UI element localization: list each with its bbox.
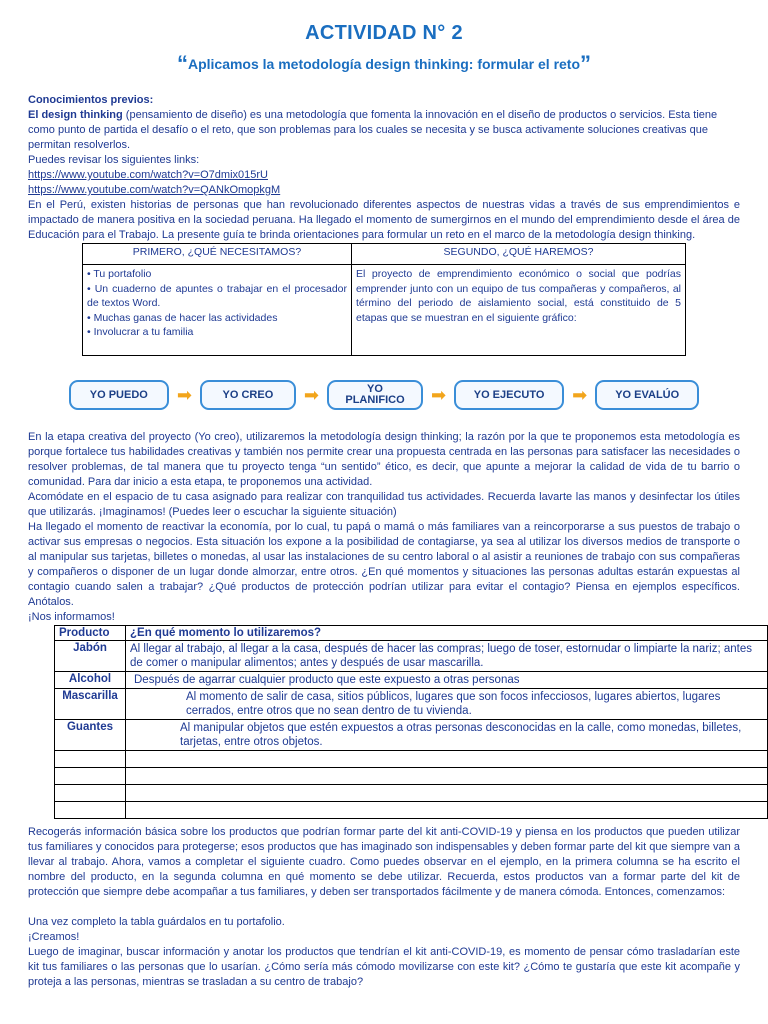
- arrow-right-icon: ➡: [303, 385, 319, 405]
- needs-table: [82, 243, 686, 356]
- table-row: [55, 672, 768, 689]
- stage-yo-ejecuto: YO EJECUTO: [454, 380, 564, 410]
- needs-item: • Tu portafolio: [87, 268, 152, 280]
- close-quote: ”: [580, 51, 592, 76]
- product-cell: Guantes: [55, 720, 126, 751]
- closing-paragraph-1: Recogerás información básica sobre los productos que podrían formar parte del kit anti-COVID-19 y piensa en los productos que pueden utilizar tus familiares y conocidos para protegerse; esos productos que has imaginado son indispensables y deben formar parte del kit que siempre van a llevar al trabajo. Ahora, vamos a completar el siguiente cuadro. Como puedes observar en el ejemplo, en la primera columna se ha escrito el nombre del producto, en la segunda columna en qué momento se debe utilizar. Recuerda, estos productos van a formar parte del kit de protección que siempre debe acompañar a tus familiares, y deben ser transportados fácilmente y de manera cómoda. Entonces, comenzamos:: [28, 826, 740, 898]
- moment-cell: Al manipular objetos que estén expuestos a otras personas desconocidas en la calle, como monedas, billetes, tarjetas, entre otros objetos.: [126, 720, 768, 751]
- table-row: [55, 689, 768, 720]
- product-cell: Alcohol: [55, 672, 126, 689]
- empty-cell[interactable]: [126, 751, 768, 768]
- page-subtitle: [28, 51, 740, 77]
- closing-section: [28, 825, 740, 990]
- empty-cell[interactable]: [126, 802, 768, 819]
- stage-planifico-line2: PLANIFICO: [345, 394, 405, 406]
- closing-paragraph-4: Luego de imaginar, buscar información y anotar los productos que tendrían el kit anti-COVID-19, es momento de pensar cómo trasladarían este kit tus familiares o las personas que lo usarían. ¿Cómo sería más cómodo movilizarse con este kit? ¿Cómo te gustaría que este kit acompañe y proteja a las personas, mientras se trasladan a su centro de trabajo?: [28, 946, 740, 988]
- product-cell: Jabón: [55, 641, 126, 672]
- table-row: [55, 641, 768, 672]
- page-title: ACTIVIDAD N° 2: [305, 22, 463, 44]
- stage-yo-creo: YO CREO: [200, 380, 296, 410]
- needs-cell: [83, 265, 352, 356]
- intro-definition-text: (pensamiento de diseño) es una metodología que fomenta la innovación en el diseño de productos o servicios. Esta tiene como punto de partida el desafío o el reto, que son problemas para los cuales se necesita y se busca activamente soluciones creativas que permitan resolverlos.: [28, 109, 718, 151]
- links-intro: Puedes revisar los siguientes links:: [28, 154, 200, 166]
- body-paragraph-3: Ha llegado el momento de reactivar la economía, por lo cual, tu papá o mamá o más familiares van a reincorporarse a sus puestos de trabajo o activar sus empresas o negocios. Esta situación los expone a la posibilidad de contagiarse, ya sea al utilizar los diversos medios de transporte o al manipular sus tarjetas, billetes o monedas, al usar las instalaciones de su centro laboral o al asistir a reuniones de trabajo con sus compañeras y compañeros o disponer de un lugar donde almorzar, entre otros. ¿En qué momentos y situaciones las personas adultas estarán expuestas al contagio cuando salen a trabajar? ¿Qué productos de protección podrían utilizar para evitar el contagio? Piensa en ejemplos específicos. Anótalos.: [28, 521, 740, 608]
- body-paragraph-4: ¡Nos informamos!: [28, 611, 115, 623]
- body-paragraph-1: En la etapa creativa del proyecto (Yo creo), utilizaremos la metodología design thinking; la razón por la que te proponemos esta metodología es porque fortalece tus habilidades creativas y también nos permite crear una propuesta centrada en las personas para satisfacer las necesidades o resolver problemas, de tal manera que tu proyecto tenga “un sentido” ético, es decir, que apunte a mejorar la calidad de vida de tu barrio o comunidad. Para dar inicio a esta etapa, te proponemos una actividad.: [28, 431, 740, 488]
- intro-paragraph: En el Perú, existen historias de personas que han revolucionado diferentes aspectos de nuestras vidas a través de sus emprendimientos e impactado de manera positiva en la sociedad peruana. Ha llegado el momento de sumergirnos en el mundo del emprendimiento desde el área de Educación para el Trabajo. La presente guía te brinda orientaciones para formular un reto en el marco de la metodología design thinking.: [28, 199, 740, 241]
- intro-term: El design thinking: [28, 109, 123, 121]
- stages-diagram: [28, 380, 740, 410]
- empty-table-row[interactable]: [55, 768, 768, 785]
- empty-cell[interactable]: [126, 768, 768, 785]
- moment-cell: Al llegar al trabajo, al llegar a la casa, después de hacer las compras; luego de toser, estornudar o limpiarte la nariz; antes de comer o manipular alimentos; antes y después de usar mascarilla.: [126, 641, 768, 672]
- arrow-right-icon: ➡: [431, 385, 447, 405]
- youtube-link-1[interactable]: https://www.youtube.com/watch?v=O7dmix015rU: [28, 169, 268, 181]
- body-paragraph-2: Acomódate en el espacio de tu casa asignado para realizar con tranquilidad tus actividades. Recuerda lavarte las manos y desinfectar los útiles que utilizarás. ¡Imaginamos! (Puedes leer o escuchar la siguiente situación): [28, 491, 740, 518]
- empty-cell[interactable]: [126, 785, 768, 802]
- open-quote: “: [176, 51, 188, 76]
- product-cell: Mascarilla: [55, 689, 126, 720]
- closing-paragraph-2: Una vez completo la tabla guárdalos en tu portafolio.: [28, 916, 285, 928]
- plan-header: SEGUNDO, ¿QUÉ HAREMOS?: [352, 244, 686, 265]
- products-table: [54, 625, 768, 819]
- intro-heading: Conocimientos previos:: [28, 94, 154, 106]
- moment-cell: Al momento de salir de casa, sitios públicos, lugares que son focos infecciosos, lugares abiertos, lugares cerrados, entre otros que no sean dentro de tu vivienda.: [126, 689, 768, 720]
- intro-section: [28, 93, 740, 243]
- arrow-right-icon: ➡: [176, 385, 192, 405]
- empty-cell[interactable]: [55, 751, 126, 768]
- stage-yo-puedo: YO PUEDO: [69, 380, 169, 410]
- needs-item: • Muchas ganas de hacer las actividades: [87, 311, 278, 324]
- needs-header: PRIMERO, ¿QUÉ NECESITAMOS?: [83, 244, 352, 265]
- empty-table-row[interactable]: [55, 785, 768, 802]
- empty-table-row[interactable]: [55, 802, 768, 819]
- arrow-right-icon: ➡: [572, 385, 588, 405]
- closing-paragraph-3: ¡Creamos!: [28, 931, 80, 943]
- stage-planifico-line1: YO: [367, 383, 383, 395]
- empty-cell[interactable]: [55, 802, 126, 819]
- stage-yo-planifico: [327, 380, 423, 410]
- empty-cell[interactable]: [55, 785, 126, 802]
- product-column-header: Producto: [55, 626, 126, 641]
- needs-item: • Involucrar a tu familia: [87, 326, 194, 338]
- youtube-link-2[interactable]: https://www.youtube.com/watch?v=QANkOmopkgM: [28, 184, 281, 196]
- needs-item: • Un cuaderno de apuntes o trabajar en el procesador de textos Word.: [87, 282, 347, 309]
- stage-yo-evaluo: YO EVALÚO: [595, 380, 699, 410]
- table-row: [55, 720, 768, 751]
- intro-definition: [28, 108, 740, 153]
- empty-table-row[interactable]: [55, 751, 768, 768]
- moment-column-header: ¿En qué momento lo utilizaremos?: [126, 626, 768, 641]
- moment-cell: Después de agarrar cualquier producto que este expuesto a otras personas: [126, 672, 768, 689]
- empty-cell[interactable]: [55, 768, 126, 785]
- subtitle-text: Aplicamos la metodología design thinking: formular el reto: [187, 56, 581, 72]
- plan-cell: El proyecto de emprendimiento económico o social que podrías emprender junto con un equipo de tus compañeras y compañeros, al término del periodo de aislamiento social, está constituido de 5 etapas que se muestran en el siguiente gráfico:: [352, 265, 686, 356]
